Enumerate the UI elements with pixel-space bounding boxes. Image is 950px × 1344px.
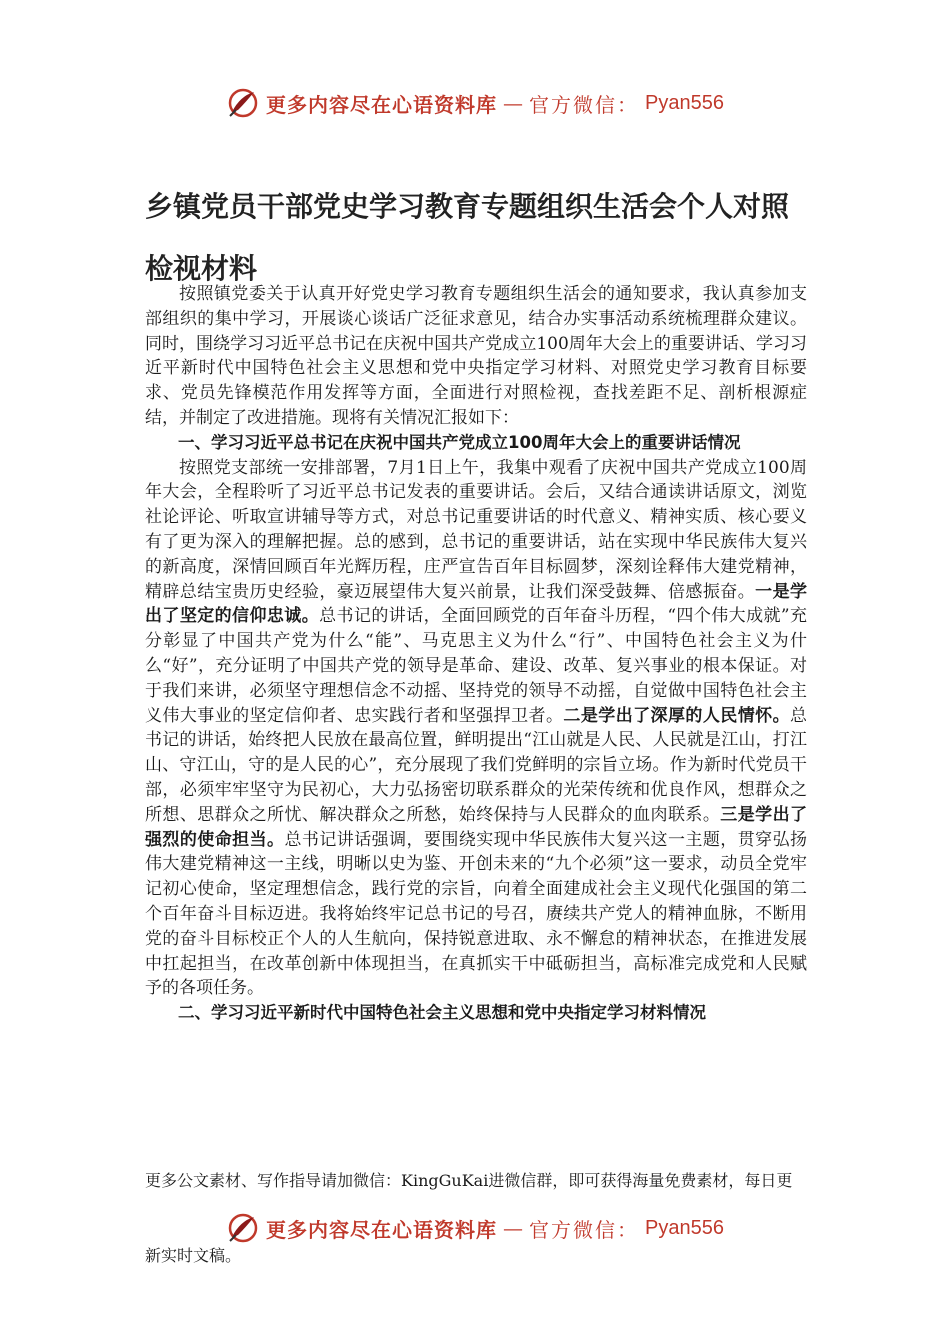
section-1-text-d: 总书记的讲话，始终把人民放在最高位置，鲜明提出“江山就是人民、人民就是江山，打江山、守江山，守的是人民的心”，充分展现了我们党鲜明的宗旨立场。作为新时代党员干部，必须牢牢坚守为民初心，大力弘扬密切联系群众的光荣传统和优良作风，想群众之所想、思群众之所忧、解决群众之所愁，始终保持与人民群众的血肉联系。 — [145, 705, 808, 825]
watermark-wechat-label: 官方微信： — [529, 1217, 640, 1242]
watermark-brand: 更多内容尽在心语资料库 — [266, 92, 498, 117]
watermark-wechat-id: Pyan556 — [645, 1216, 724, 1239]
watermark-banner-top — [0, 86, 950, 120]
section-heading-1: 一、学习习近平总书记在庆祝中国共产党成立100周年大会上的重要讲话情况 — [178, 432, 741, 452]
watermark-dash: — — [503, 91, 524, 115]
watermark-banner-bottom — [0, 1211, 950, 1245]
section-1-text-c: 总书记的讲话，全面回顾党的百年奋斗历程，“四个伟大成就”充分彰显了中国共产党为什么“能”、马克思主义为什么“行”、中国特色社会主义为什么“好”，充分证明了中国共产党的领导是革命、建设、改革、复兴事业的根本保证。对于我们来讲，必须坚守理想信念不动摇、坚持党的领导不动摇，自觉做中国特色社会主义伟大事业的坚定信仰者、忠实践行者和坚强捍卫者。 — [145, 606, 807, 726]
watermark-brand: 更多内容尽在心语资料库 — [266, 1217, 498, 1242]
document-body — [145, 282, 807, 1026]
point-2-heading: 二是学出了深厚的人民情怀。 — [563, 705, 791, 726]
footer-note: 更多公文素材、写作指导请加微信：KingGuKai进微信群，即可获得海量免费素材，每日更 — [145, 1171, 793, 1190]
section-1-text-e: 总书记讲话强调，要围绕实现中华民族伟大复兴这一主题，贯穿弘扬伟大建党精神这一主线，明晰以史为鉴、开创未来的“九个必须”这一要求，动员全党牢记初心使命，坚定理想信念，践行党的宗旨，向着全面建成社会主义现代化强国的第二个百年奋斗目标迈进。我将始终牢记总书记的号召，赓续共产党人的精神血脉，不断用党的奋斗目标校正个人的人生航向，保持锐意进取、永不懈怠的精神状态，在推进发展中扛起担当，在改革创新中体现担当，在真抓实干中砥砺担当，高标准完成党和人民赋予的各项任务。 — [145, 829, 808, 999]
section-1-text-a: 按照党支部统一安排部署，7月1日上午，我集中观看了庆祝中国共产党成立100周年大会，全程聆听了习近平总书记发表的重要讲话。会后，又结合通读讲话原文，浏览社论评论、听取宣讲辅导等方式，对总书记重要讲话的时代意义、精神实质、核心要义有了更为深入的理解把握。总的感到，总书记的重要讲话，站在实现中华民族伟大复兴的新高度，深情回顾百年光辉历程，庄严宣告百年目标圆梦，深刻诠释伟大建党精神，精辟总结宝贵历史经验，豪迈展望伟大复兴前景，让我们深受鼓舞、倍感振奋。 — [145, 457, 807, 602]
watermark-wechat-id: Pyan556 — [645, 91, 724, 114]
intro-paragraph: 按照镇党委关于认真开好党史学习教育专题组织生活会的通知要求，我认真参加支部组织的集中学习，开展谈心谈话广泛征求意见，结合办实事活动系统梳理群众建议。同时，围绕学习习近平总书记在庆祝中国共产党成立100周年大会上的重要讲话、学习习近平新时代中国特色社会主义思想和党中央指定学习材料、对照党史学习教育目标要求、党员先锋模范作用发挥等方面，全面进行对照检视，查找差距不足、剖析根源症结，并制定了改进措施。现将有关情况汇报如下： — [145, 284, 807, 428]
brush-logo-icon — [226, 86, 260, 120]
watermark-wechat-label: 官方微信： — [529, 92, 640, 117]
section-1-paragraph — [145, 456, 807, 1002]
footer-note-continued: 新实时文稿。 — [145, 1246, 242, 1265]
document-title: 乡镇党员干部党史学习教育专题组织生活会个人对照检视材料 — [145, 190, 790, 285]
brush-logo-icon — [226, 1211, 260, 1245]
section-heading-2: 二、学习习近平新时代中国特色社会主义思想和党中央指定学习材料情况 — [178, 1003, 706, 1023]
point-1-heading: 一是学出了坚定的信仰忠诚。 — [145, 581, 808, 627]
point-3-heading: 三是学出了强烈的使命担当。 — [145, 804, 808, 850]
watermark-dash: — — [503, 1216, 524, 1240]
